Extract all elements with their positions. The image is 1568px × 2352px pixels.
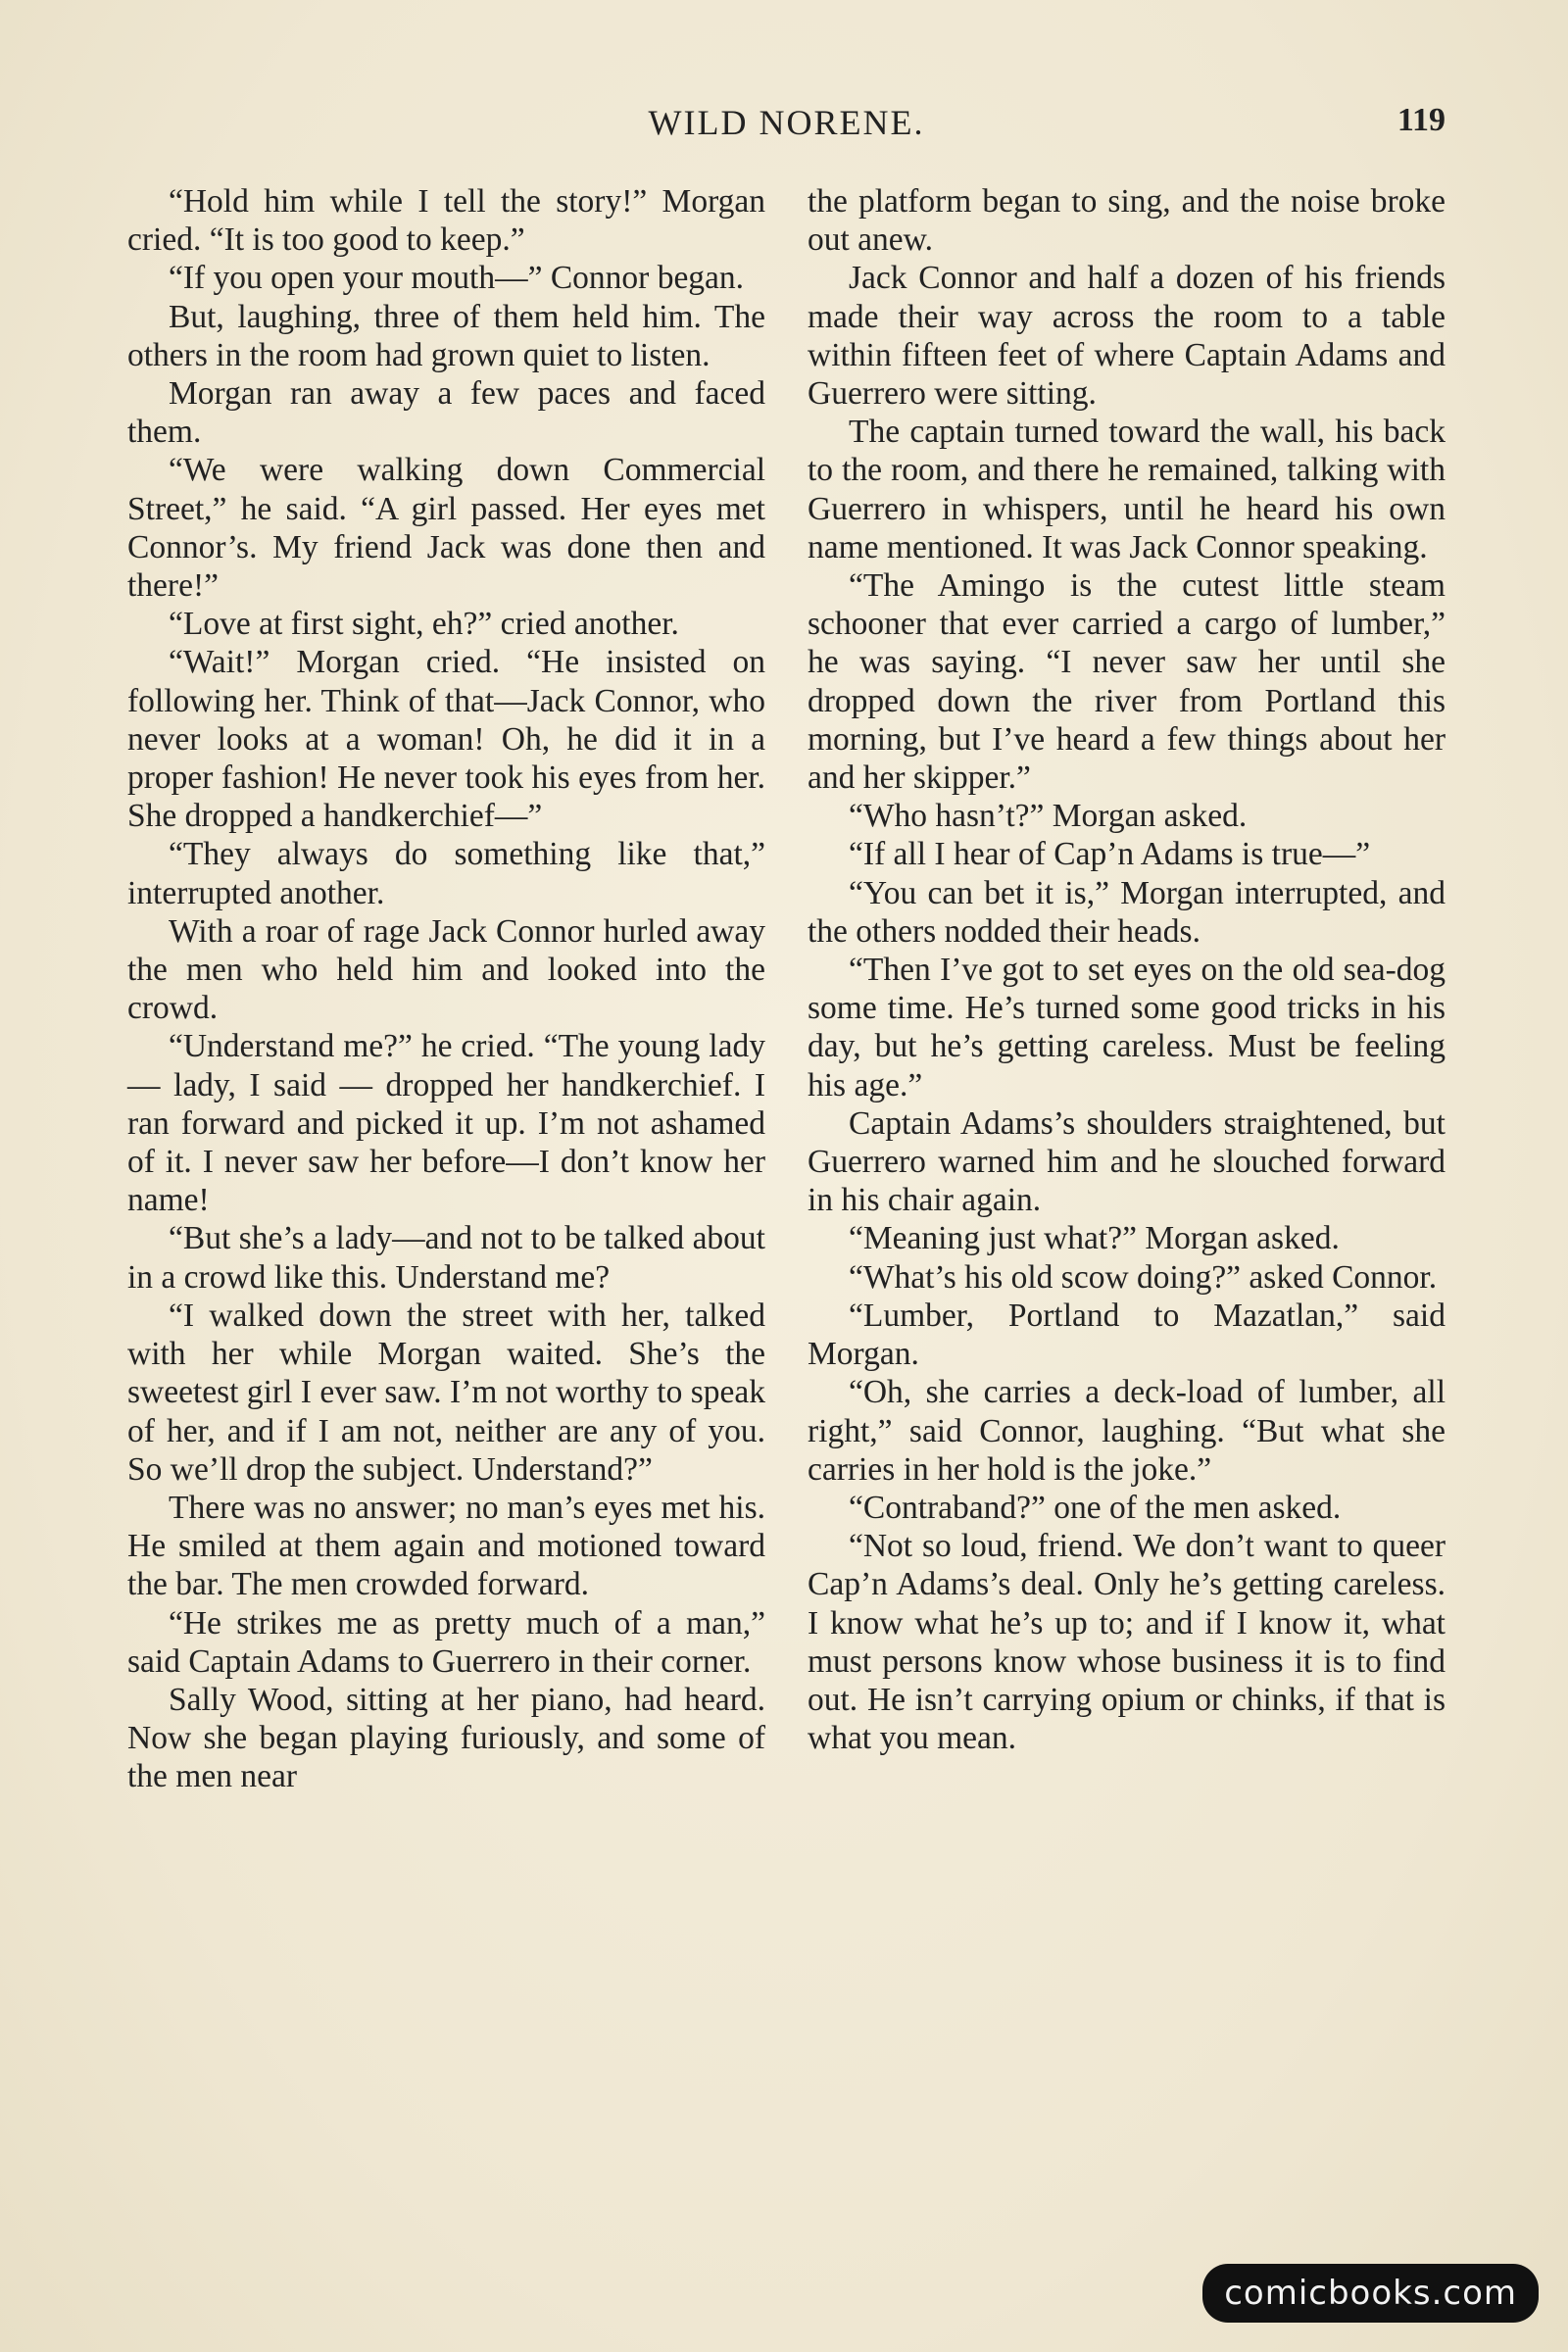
paragraph: Morgan ran away a few paces and faced them.	[127, 375, 765, 451]
paragraph: the platform began to sing, and the noise broke out anew.	[808, 183, 1446, 259]
paragraph: But, laughing, three of them held him. The others in the room had grown quiet to listen.	[127, 298, 765, 373]
paragraph: “If all I hear of Cap’n Adams is true—”	[849, 836, 1371, 873]
paragraph: “Oh, she carries a deck-load of lumber, all right,” said Connor, laughing. “But what she carries in her hold is the joke.”	[808, 1374, 1446, 1488]
paragraph: “If you open your mouth—” Connor began.	[169, 260, 745, 297]
paragraph: “Hold him while I tell the story!” Morgan cried. “It is too good to keep.”	[127, 183, 765, 259]
paragraph: “Love at first sight, eh?” cried another.	[169, 606, 679, 643]
paragraph: “Wait!” Morgan cried. “He insisted on following her. Think of that—Jack Connor, who never looks at a woman! Oh, he did it in a proper fashion! He never took his eyes from her. She dropped a handkerchief—”	[127, 644, 765, 835]
paragraph: Captain Adams’s shoulders straightened, but Guerrero warned him and he slouched forward in his chair again.	[808, 1104, 1446, 1219]
paragraph: Sally Wood, sitting at her piano, had heard. Now she began playing furiously, and some of the men near	[127, 1681, 765, 1795]
paragraph: There was no answer; no man’s eyes met his. He smiled at them again and motioned toward the bar. The men crowded forward.	[127, 1489, 765, 1603]
left-text-column	[127, 182, 765, 1796]
paragraph: “Lumber, Portland to Mazatlan,” said Morgan.	[808, 1297, 1446, 1373]
paragraph: “I walked down the street with her, talked with her while Morgan waited. She’s the sweetest girl I ever saw. I’m not worthy to speak of her, and if I am not, neither are any of you. So we’ll drop the subject. Understand?”	[127, 1297, 765, 1488]
paragraph: “Meaning just what?” Morgan asked.	[849, 1220, 1340, 1257]
paragraph: “But she’s a lady—and not to be talked about in a crowd like this. Understand me?	[127, 1220, 765, 1296]
paragraph: The captain turned toward the wall, his back to the room, and there he remained, talking with Guerrero in whispers, until he heard his own name mentioned. It was Jack Connor speaking.	[808, 414, 1446, 565]
running-title: WILD NORENE.	[648, 103, 925, 142]
paragraph: Jack Connor and half a dozen of his friends made their way across the room to a table within fifteen feet of where Captain Adams and Guerrero were sitting.	[808, 260, 1446, 413]
page-number: 119	[1396, 102, 1446, 138]
paragraph: “Understand me?” he cried. “The young lady — lady, I said — dropped her handkerchief. I ran forward and picked it up. I’m not ashamed of it. I never saw her before—I don’t know her name!	[127, 1028, 765, 1219]
paragraph: “You can bet it is,” Morgan interrupted, and the others nodded their heads.	[808, 874, 1446, 950]
paragraph: “We were walking down Commercial Street,” he said. “A girl passed. Her eyes met Connor’s. My friend Jack was done then and there!”	[127, 452, 765, 605]
paragraph: “The Amingo is the cutest little steam schooner that ever carried a cargo of lumber,” he was saying. “I never saw her until she dropped down the river from Portland this morning, but I’ve heard a few things about her and her skipper.”	[808, 567, 1446, 797]
paragraph: “Who hasn’t?” Morgan asked.	[849, 798, 1248, 835]
paragraph: With a roar of rage Jack Connor hurled away the men who held him and looked into the crowd.	[127, 912, 765, 1027]
paragraph: “What’s his old scow doing?” asked Connor.	[849, 1258, 1438, 1296]
paragraph: “Then I’ve got to set eyes on the old sea-dog some time. He’s turned some good tricks in his day, but he’s getting careless. Must be feeling his age.”	[808, 952, 1446, 1103]
watermark-logo: comicbooks.com	[1202, 2264, 1539, 2323]
paragraph: “They always do something like that,” interrupted another.	[127, 836, 765, 911]
page-header	[127, 98, 1446, 147]
paragraph: “Contraband?” one of the men asked.	[849, 1489, 1342, 1526]
paragraph: “Not so loud, friend. We don’t want to queer Cap’n Adams’s deal. Only he’s getting careless. I know what he’s up to; and if I know it, what must persons know whose business it is to find out. He isn’t carrying opium or chinks, if that is what you mean.	[808, 1528, 1446, 1757]
paragraph: “He strikes me as pretty much of a man,” said Captain Adams to Guerrero in their corner.	[127, 1604, 765, 1680]
right-text-column	[808, 182, 1446, 1757]
